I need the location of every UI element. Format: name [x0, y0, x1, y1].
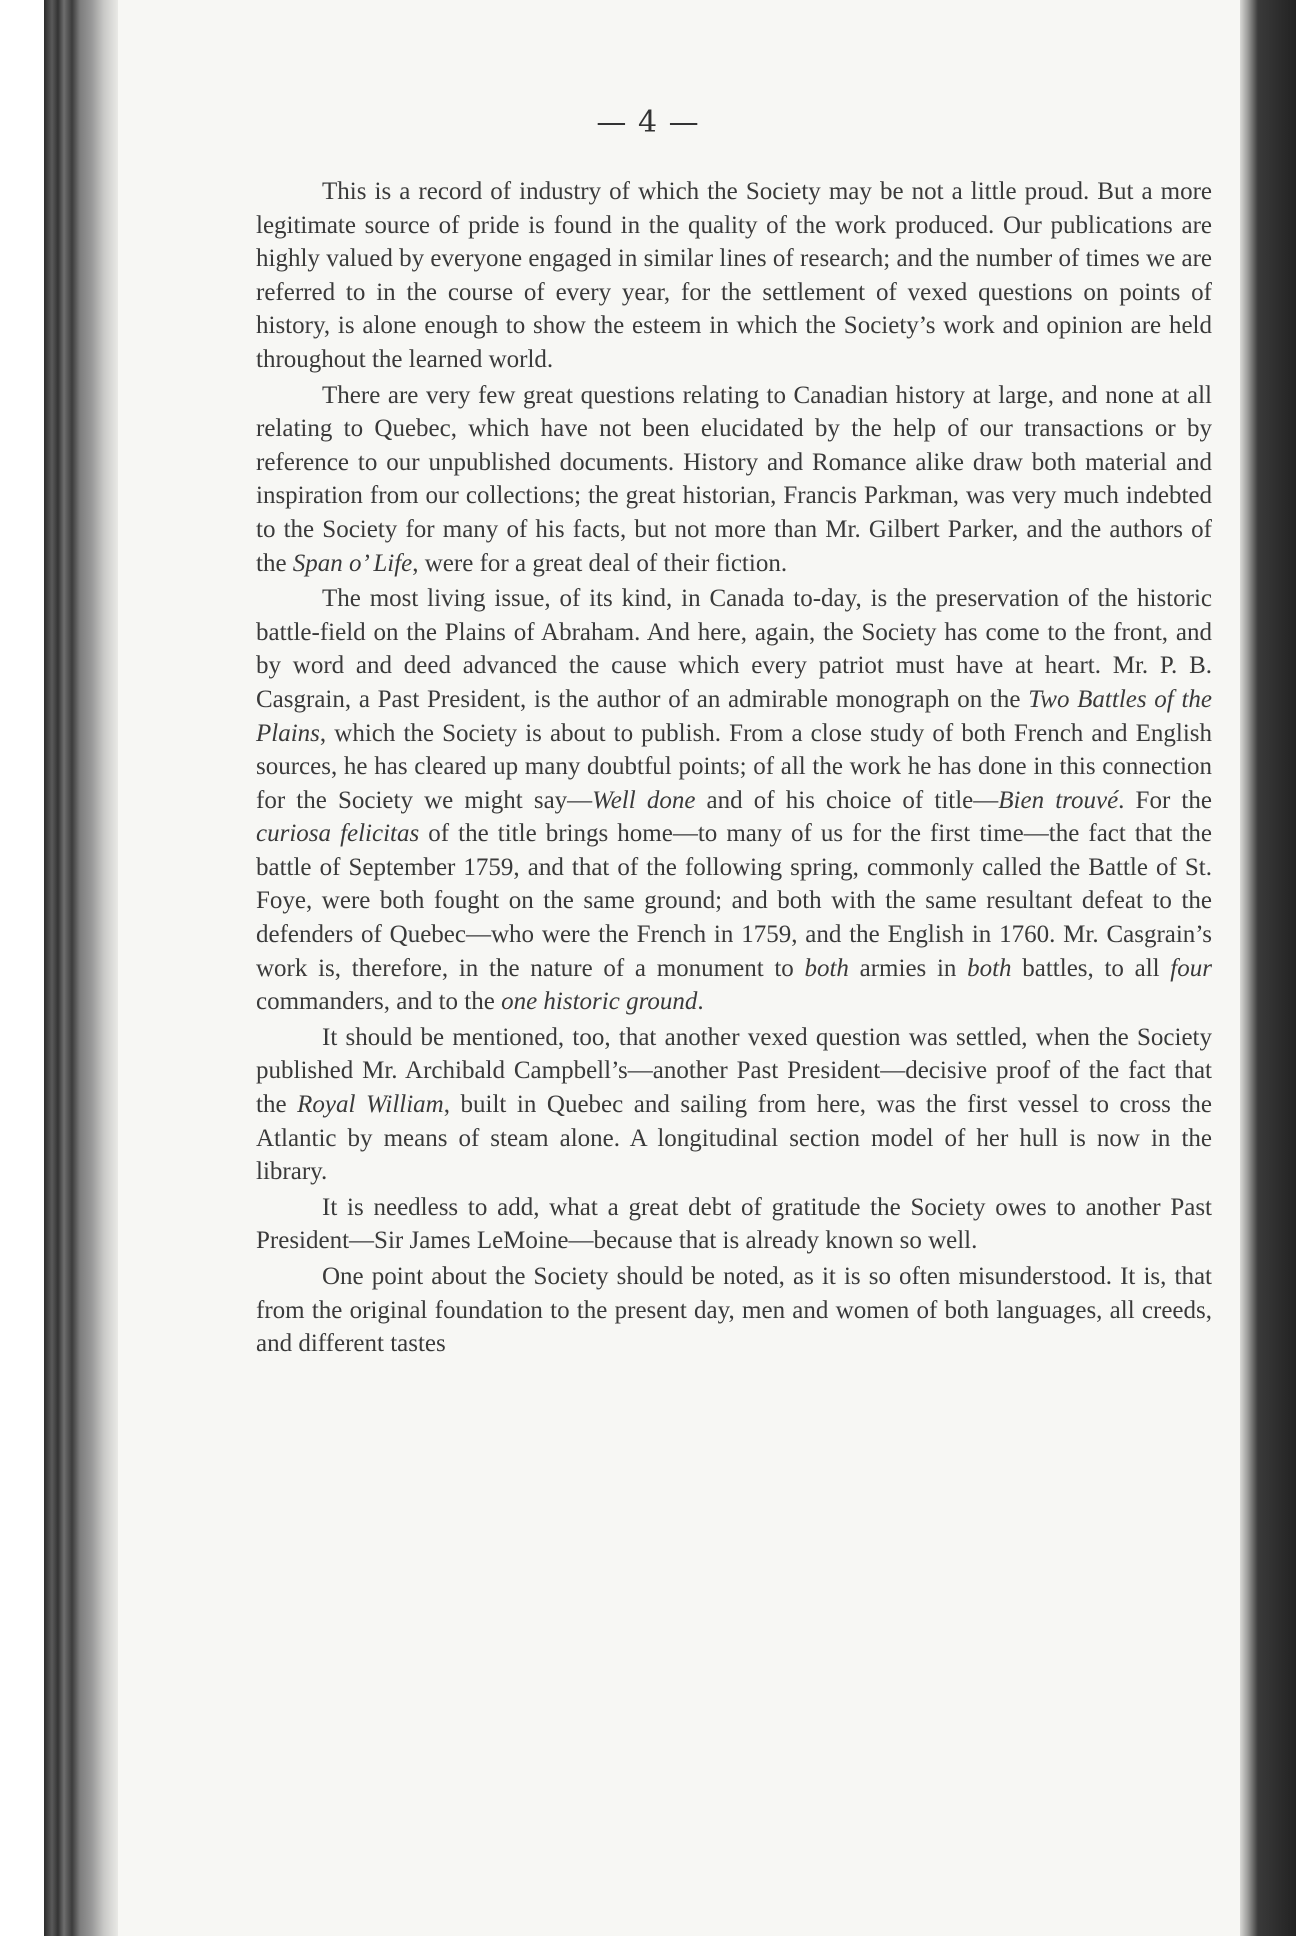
text-run: , which the Society is about to publish. From a close study of both French and English sources, he has cleared up many doubtful points; of all the work he has done in this connection for the Society we might say—: [256, 719, 1212, 814]
paragraph: [256, 1021, 1212, 1189]
scan-left-margin: [0, 0, 44, 1936]
text-run: .: [697, 988, 704, 1016]
book-spine-edge: [44, 0, 118, 1936]
text-run: commanders, and to the: [256, 988, 502, 1016]
italic-text: curiosa felicitas: [256, 820, 420, 848]
body-text: [256, 175, 1212, 1363]
italic-text: both: [967, 954, 1012, 982]
text-run: , built in Quebec and sailing from here, was the first vessel to cross the Atlantic by means of steam alone. A longitudinal section model of her hull is now in the library.: [256, 1091, 1212, 1186]
text-run: battles, to all: [1011, 954, 1171, 982]
italic-text: Bien trouvé: [998, 786, 1119, 814]
italic-text: one historic ground: [501, 988, 698, 1016]
text-run: armies in: [848, 954, 968, 982]
book-right-edge: [1240, 0, 1296, 1936]
paragraph: [256, 1191, 1212, 1258]
text-run: This is a record of industry of which the Society may be not a little proud. But a more legitimate source of pride is found in the quality of the work produced. Our publications are highly valued by everyone engaged in similar lines of research; and the number of times we are referred to in the course of every year, for the settlement of vexed questions on points of history, is alone enough to show the esteem in which the Society’s work and opinion are held throughout the learned world.: [256, 178, 1212, 373]
text-run: and of his choice of title—: [695, 786, 999, 814]
italic-text: Well done: [592, 786, 696, 814]
italic-text: Royal William: [297, 1091, 444, 1119]
paragraph: [256, 175, 1212, 377]
italic-text: four: [1170, 954, 1212, 982]
text-run: It is needless to add, what a great debt of gratitude the Society owes to another Past President—Sir James LeMoine—because that is already known so well.: [256, 1193, 1212, 1255]
paragraph: [256, 379, 1212, 581]
italic-text: Span o’ Life: [292, 549, 413, 577]
italic-text: both: [804, 954, 849, 982]
text-run: The most living issue, of its kind, in Canada to-day, is the preservation of the historic battle-field on the Plains of Abraham. And here, again, the Society has come to the front, and by word and deed advanced the cause which every patriot must have at heart. Mr. P. B. Casgrain, a Past President, is the author of an admirable monograph on the: [256, 585, 1212, 713]
text-run: One point about the Society should be noted, as it is so often misunderstood. It is, that from the original foundation to the present day, men and women of both languages, all creeds, and different tastes: [256, 1263, 1212, 1358]
text-run: . For the: [1118, 786, 1212, 814]
text-run: It should be mentioned, too, that another vexed question was settled, when the Society published Mr. Archibald Campbell’s—another Past President—decisive proof of the fact that the: [256, 1023, 1212, 1119]
text-run: There are very few great questions relating to Canadian history at large, and none at all relating to Quebec, which have not been elucidated by the help of our transactions or by reference to our unpublished documents. History and Romance alike draw both material and inspiration from our collections; the great historian, Francis Parkman, was very much indebted to the Society for many of his facts, but not more than Mr. Gilbert Parker, and the authors of the: [256, 381, 1212, 577]
italic-text: Two Battles of the Plains: [256, 685, 1212, 747]
page-number: — 4 —: [596, 105, 700, 140]
paragraph: [256, 582, 1212, 1019]
paragraph: [256, 1260, 1212, 1361]
text-run: , were for a great deal of their fiction.: [412, 549, 788, 577]
text-run: of the title brings home—to many of us for the first time—the fact that the battle of September 1759, and that of the following spring, commonly called the Battle of St. Foye, were both fought on the same ground; and both with the same resultant defeat to the defenders of Quebec—who were the French in 1759, and the English in 1760. Mr. Casgrain’s work is, therefore, in the nature of a monument to: [256, 820, 1212, 982]
